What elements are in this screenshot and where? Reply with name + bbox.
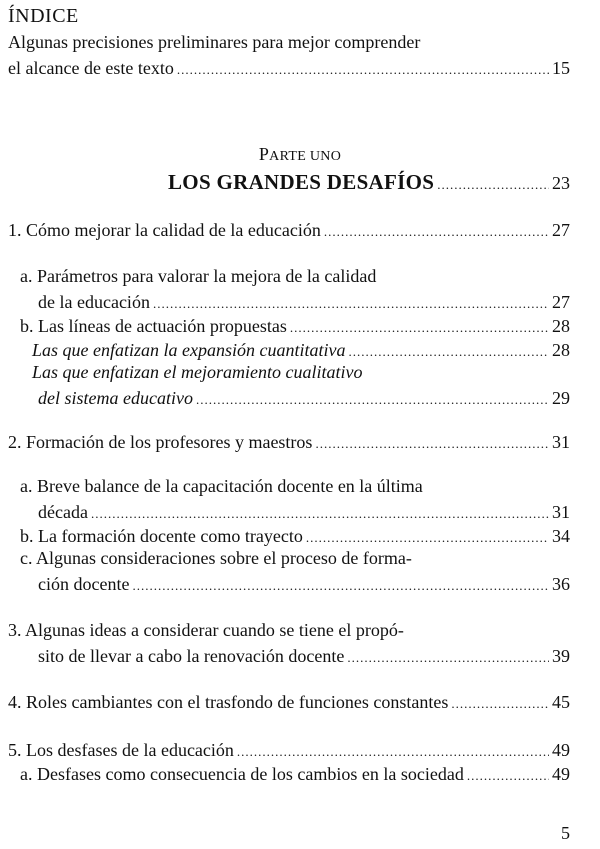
leader-dots (467, 764, 549, 788)
page-number: 27 (552, 292, 570, 312)
toc-entry-chapter-1 (8, 218, 570, 242)
page-number: 39 (552, 646, 570, 666)
leader-dots (153, 292, 549, 316)
chapter-2-b: b. La formación docente como trayecto (20, 526, 303, 546)
chapter-1-b2-line-2: del sistema educativo (38, 388, 193, 408)
leader-dots (132, 574, 549, 598)
page-number: 45 (552, 692, 570, 712)
toc-entry-2a (38, 500, 570, 524)
toc-entry-part-title (168, 170, 570, 194)
toc-entry-1a (38, 290, 570, 314)
chapter-title: 2. Formación de los profesores y maestros (8, 432, 313, 452)
toc-entry-chapter-5 (8, 738, 570, 762)
toc-entry-1b2 (38, 386, 570, 410)
page-number: 28 (552, 316, 570, 336)
leader-dots (306, 526, 549, 550)
toc-entry-2c (38, 572, 570, 596)
page-number: 31 (552, 502, 570, 522)
leader-dots (290, 316, 549, 340)
toc-entry-2b (20, 524, 570, 548)
leader-dots (91, 502, 549, 526)
chapter-1-b1: Las que enfatizan la expansión cuantitativa (32, 340, 346, 360)
toc-entry-5a (20, 762, 570, 786)
chapter-1-b: b. Las líneas de actuación propuestas (20, 316, 287, 336)
intro-line-2: el alcance de este texto (8, 58, 174, 78)
toc-entry-chapter-2 (8, 430, 570, 454)
leader-dots (315, 432, 549, 456)
chapter-title: 1. Cómo mejorar la calidad de la educación (8, 220, 321, 240)
part-label: PARTE UNO (258, 144, 342, 164)
chapter-title: 4. Roles cambiantes con el trasfondo de funciones constantes (8, 692, 449, 712)
leader-dots (177, 58, 549, 82)
page-number: 29 (552, 388, 570, 408)
page-number: 28 (552, 340, 570, 360)
chapter-5-a: a. Desfases como consecuencia de los cambios en la sociedad (20, 764, 464, 784)
leader-dots (196, 388, 549, 412)
chapter-2-c-line-1: c. Algunas consideraciones sobre el proceso de forma- (20, 548, 412, 568)
chapter-1-a-line-2: de la educación (38, 292, 150, 312)
toc-entry-1b1 (32, 338, 570, 362)
leader-dots (324, 220, 549, 244)
chapter-2-c-line-2: ción docente (38, 574, 130, 594)
page-number: 27 (552, 220, 570, 240)
chapter-1-a-line-1: a. Parámetros para valorar la mejora de la calidad (20, 266, 377, 286)
page-number: 23 (552, 173, 570, 193)
toc-entry-chapter-4 (8, 690, 570, 714)
part-title: LOS GRANDES DESAFÍOS (168, 170, 435, 194)
chapter-2-a-line-2: década (38, 502, 88, 522)
toc-entry-chapter-3 (38, 644, 570, 668)
page-number: 15 (552, 58, 570, 78)
page-folio: 5 (561, 823, 570, 843)
leader-dots (237, 740, 549, 764)
chapter-3-line-2: sito de llevar a cabo la renovación docente (38, 646, 345, 666)
index-heading: ÍNDICE (8, 5, 79, 27)
leader-dots (437, 173, 549, 197)
chapter-2-a-line-1: a. Breve balance de la capacitación docente en la última (20, 476, 423, 496)
page-number: 36 (552, 574, 570, 594)
leader-dots (347, 646, 549, 670)
chapter-3-line-1: 3. Algunas ideas a considerar cuando se tiene el propó- (8, 620, 404, 640)
leader-dots (348, 340, 549, 364)
chapter-title: 5. Los desfases de la educación (8, 740, 234, 760)
page-number: 49 (552, 740, 570, 760)
toc-entry-intro (8, 56, 570, 80)
page-number: 31 (552, 432, 570, 452)
leader-dots (451, 692, 549, 716)
chapter-1-b2-line-1: Las que enfatizan el mejoramiento cualitativo (32, 362, 363, 382)
toc-entry-1b (20, 314, 570, 338)
page-number: 49 (552, 764, 570, 784)
intro-line-1: Algunas precisiones preliminares para mejor comprender (8, 32, 421, 52)
page-number: 34 (552, 526, 570, 546)
